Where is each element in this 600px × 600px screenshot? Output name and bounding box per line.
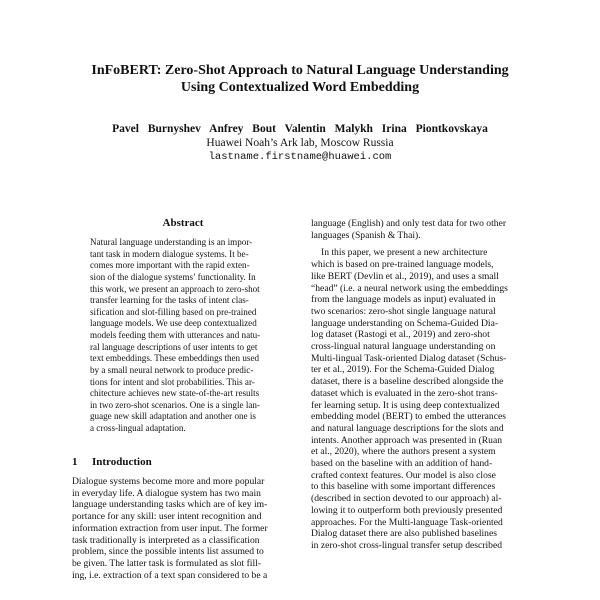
abstract-line: tant task in modern dialogue systems. It be-	[90, 248, 249, 259]
right-line: language (English) and only test data for two other	[311, 218, 507, 229]
right-line: log dataset (Rastogi et al., 2019) and zero-shot	[311, 329, 490, 341]
right-line: which is based on pre-trained language models,	[311, 259, 494, 271]
intro-line: task traditionally is interpreted as a classification	[72, 534, 260, 546]
intro-line: information extraction from user input. The former	[72, 522, 268, 534]
right-line: approaches. For the Multi-language Task-oriented	[311, 516, 503, 528]
introduction-body	[72, 476, 298, 581]
abstract-line: guage new skill adaptation and another one is	[90, 411, 256, 422]
abstract-line: chitecture achieves new state-of-the-art results	[90, 388, 260, 399]
section-heading-introduction	[72, 455, 294, 469]
right-line: two scenarios: zero-shot single language natural	[311, 305, 496, 317]
abstract-line: sion of the dialogue systems’ functionality. In	[90, 271, 256, 282]
right-line: et al., 2020), where the authors present a system	[311, 446, 496, 458]
right-column-text	[311, 218, 539, 552]
abstract-line: in two zero-shot scenarios. One is a single lan-	[90, 399, 260, 410]
abstract-line: language models. We use deep contextualized	[90, 318, 257, 329]
right-line: intents. Another approach was presented in (Ruan	[311, 434, 503, 446]
intro-line: problem, since the possible intents list assumed to	[72, 546, 264, 558]
intro-line: portance for any skill: user intent recognition and	[72, 511, 262, 523]
section-number: 1	[72, 456, 78, 468]
author-list: Pavel Burnyshev Anfrey Bout Valentin Malykh Irina Piontkovskaya	[112, 123, 488, 135]
right-line: “head” (i.e. a neural network using the embeddings	[311, 282, 508, 294]
right-line: dataset which is evaluated in the zero-shot trans-	[311, 387, 498, 399]
right-line: (described in section devoted to our approach) al-	[311, 493, 502, 505]
right-line: Dialog dataset there are also published baselines	[311, 528, 497, 540]
right-line: languages (Spanish & Thai).	[311, 229, 421, 241]
abstract-line: text embeddings. These embeddings then used	[90, 353, 260, 364]
abstract-line: ral language descriptions of user intents to get	[90, 341, 258, 352]
right-line: cross-lingual natural language understanding on	[311, 341, 496, 353]
abstract-line: sification and slot-filling based on pre-trained	[90, 306, 257, 317]
abstract-heading: Abstract	[162, 217, 204, 229]
abstract-line: comes more important with the rapid exten-	[90, 260, 250, 271]
abstract-line: tions for intent and slot probabilities. This ar-	[90, 376, 255, 387]
abstract-line: this work, we present an approach to zero-shot	[90, 283, 260, 294]
paper-title	[0, 62, 600, 96]
right-line: fer learning setup. It is using deep contextualized	[311, 399, 500, 411]
right-line: language understanding on Schema-Guided Dia-	[311, 317, 499, 329]
paper-title-line-2: Using Contextualized Word Embedding	[180, 80, 420, 95]
intro-line: in everyday life. A dialogue system has two main	[72, 487, 261, 499]
right-line: based on the baseline with an addition of hand-	[311, 458, 493, 470]
abstract-line: transfer learning for the tasks of intent clas-	[90, 295, 249, 306]
right-line: in zero-shot cross-lingual transfer setup described	[311, 539, 503, 551]
paper-title-line-1: InFoBERT: Zero-Shot Approach to Natural Language Understanding	[91, 63, 509, 78]
section-title: Introduction	[92, 456, 152, 468]
contact-email: lastname.firstname@huawei.com	[208, 151, 392, 163]
right-line: from the language models as input) evaluated in	[311, 294, 496, 306]
right-line: embedding model (BERT) to embed the utterances	[311, 411, 506, 423]
right-line: to this baseline with some important differences	[311, 481, 496, 493]
intro-line: be given. The latter task is formulated as slot fill-	[72, 557, 261, 569]
intro-line: Dialogue systems become more and more popular	[72, 476, 265, 487]
abstract-line: Natural language understanding is an impor-	[90, 237, 253, 247]
right-line: dataset, there is a baseline described alongside the	[311, 376, 504, 388]
intro-line: ing, i.e. extraction of a text span considered to be a	[72, 569, 268, 581]
abstract-line: models feeding them with utterances and natu-	[90, 330, 261, 340]
abstract-line: by a small neural network to produce predic-	[90, 364, 254, 375]
abstract-body	[90, 237, 276, 435]
right-line: and natural language descriptions for the slots and	[311, 422, 504, 434]
right-line: crafted context features. Our model is also close	[311, 469, 496, 481]
intro-line: language understanding tasks which are of key im-	[72, 499, 268, 511]
right-line: lowing it to outperform both previously presented	[311, 504, 503, 516]
right-line: In this paper, we present a new architecture	[321, 247, 488, 259]
abstract-line: a cross-lingual adaptation.	[90, 423, 186, 433]
right-line: ter et al., 2019). For the Schema-Guided Dialog	[311, 364, 495, 376]
right-line: Multi-lingual Task-oriented Dialog dataset (Schus-	[311, 352, 507, 364]
right-line: like BERT (Devlin et al., 2019), and uses a small	[311, 270, 499, 282]
affiliation: Huawei Noah’s Ark lab, Moscow Russia	[206, 137, 394, 149]
